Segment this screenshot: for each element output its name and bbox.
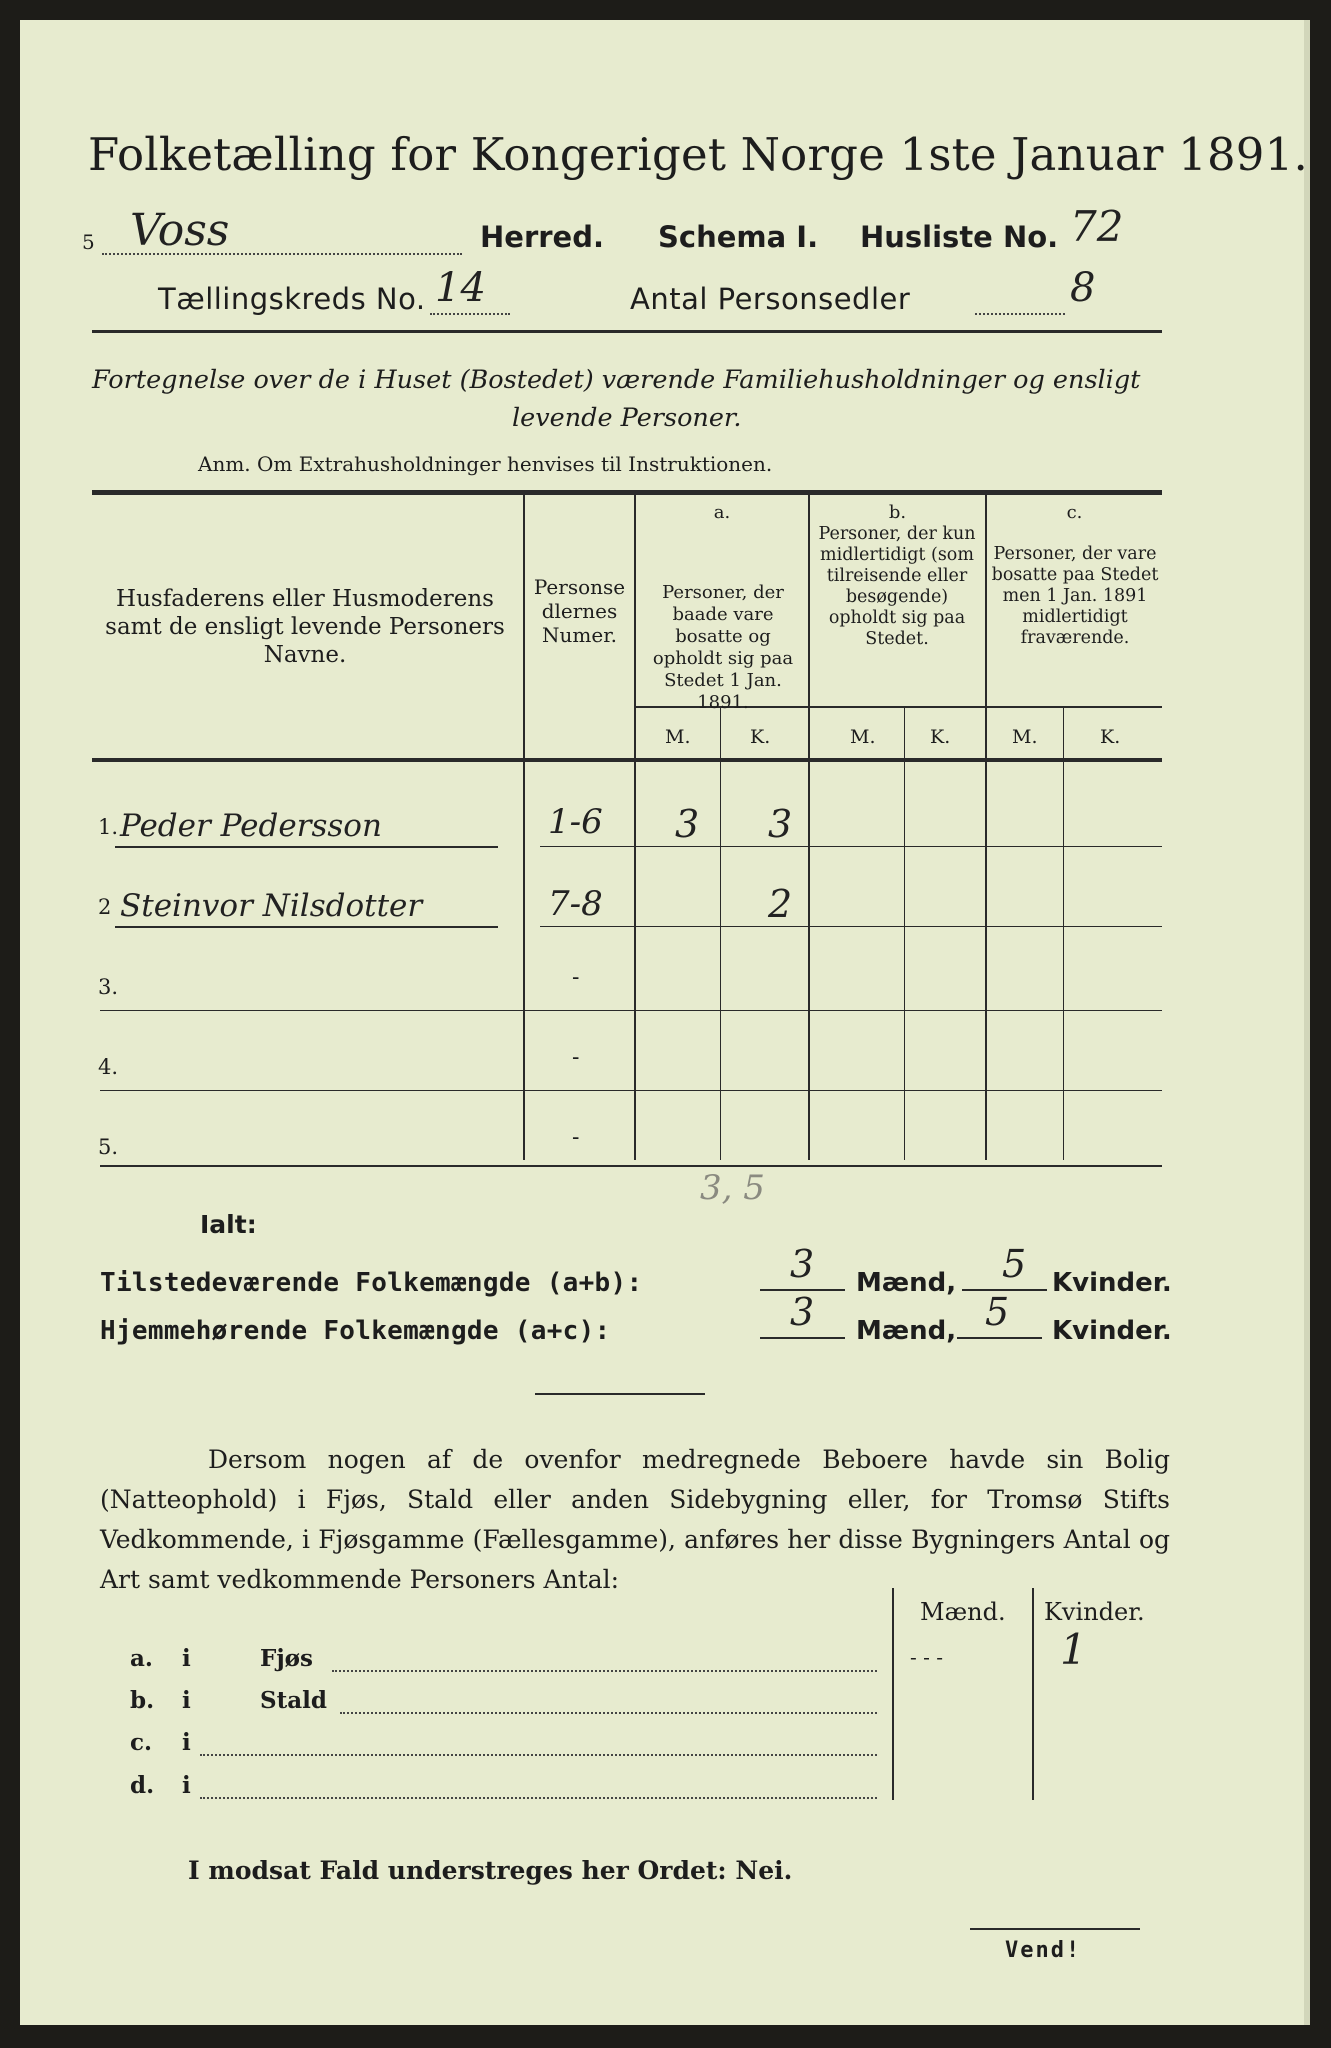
row-num: 1-6 xyxy=(548,802,603,842)
building-prep: i xyxy=(182,1729,191,1756)
row-number: 1. xyxy=(98,815,119,839)
col-divider-c-mk xyxy=(1063,708,1064,1160)
building-dotted-line xyxy=(340,1712,877,1714)
b-k-label: K. xyxy=(930,726,951,748)
row-a-k: 2 xyxy=(768,882,793,926)
hjemme-label: Hjemmehørende Folkemængde (a+c): xyxy=(100,1316,611,1346)
tilstede-label: Tilstedeværende Folkemængde (a+b): xyxy=(100,1268,643,1298)
buildings-col-maend: Mænd. xyxy=(920,1598,1006,1626)
hjemme-kvinder-word: Kvinder. xyxy=(1052,1316,1172,1346)
row-line xyxy=(100,1165,1162,1167)
building-letter: d. xyxy=(130,1772,155,1799)
hjemme-maend-word: Mænd, xyxy=(856,1316,957,1346)
table-header-bottom-rule xyxy=(92,758,1162,762)
husliste-value: 72 xyxy=(1070,202,1124,251)
section-separator xyxy=(535,1393,705,1395)
building-dotted-line xyxy=(200,1797,877,1799)
col-c-header: Personer, der vare bosatte paa Stedet men 1 Jan. 1891 midlertidigt fraværende. xyxy=(991,544,1159,648)
kreds-dotted-line xyxy=(430,313,510,315)
building-maend: - - - xyxy=(910,1645,943,1669)
row-num: - xyxy=(572,965,580,990)
personsedler-dotted-line xyxy=(975,313,1065,315)
col-c-letter: c. xyxy=(1066,502,1083,523)
row-a-k: 3 xyxy=(768,802,793,846)
col-divider-a-mk xyxy=(720,708,721,1160)
form-title: Folketælling for Kongeriget Norge 1ste Januar 1891. xyxy=(88,128,1308,181)
vend-label: Vend! xyxy=(1005,1938,1082,1963)
herred-prefix: 5 xyxy=(82,230,95,254)
kreds-value: 14 xyxy=(435,265,486,311)
herred-dotted-line xyxy=(102,253,462,255)
intro-line1: Fortegnelse over de i Huset (Bostedet) værende Familiehusholdninger og ensligt xyxy=(92,365,1141,395)
col-a-letter: a. xyxy=(713,502,731,523)
intro-line2: levende Personer. xyxy=(512,403,742,433)
col-a-header: Personer, der baade vare bosatte og opholdt sig paa Stedet 1 Jan. 1891. xyxy=(652,582,794,713)
hjemme-maend-value: 3 xyxy=(790,1290,815,1334)
tilstede-maend-word: Mænd, xyxy=(856,1268,957,1298)
b-m-label: M. xyxy=(850,726,876,748)
hjemme-kvinder-value: 5 xyxy=(985,1290,1010,1334)
building-label: Fjøs xyxy=(260,1645,313,1672)
building-label: Stald xyxy=(260,1687,327,1714)
building-prep: i xyxy=(182,1772,191,1799)
footer-note: I modsat Fald understreges her Ordet: Nei. xyxy=(188,1856,793,1885)
husliste-label: Husliste No. xyxy=(860,220,1059,254)
building-letter: c. xyxy=(130,1729,153,1756)
ialt-label: Ialt: xyxy=(200,1210,257,1239)
a-m-label: M. xyxy=(665,726,691,748)
row-line xyxy=(100,1010,1162,1011)
vend-rule xyxy=(970,1928,1140,1930)
row-name: Peder Pedersson xyxy=(120,808,382,844)
building-letter: b. xyxy=(130,1687,155,1714)
row-line xyxy=(115,926,498,928)
col-divider-num xyxy=(634,495,636,1160)
buildings-paragraph: Dersom nogen af de ovenfor medregnede Beboere havde sin Bolig (Natteophold) i Fjøs, Stald eller anden Sidebygning eller, for Tromsø Stifts Vedkommende, i Fjøsgamme (Fællesgamme), anføres her disse Bygningers Antal og Art samt vedkommende Personers Antal: xyxy=(100,1445,1170,1594)
tilstede-kvinder-word: Kvinder. xyxy=(1052,1268,1172,1298)
row-num: - xyxy=(572,1045,580,1070)
col-divider-a xyxy=(808,495,810,1160)
census-form-page xyxy=(20,20,1310,2025)
row-number: 3. xyxy=(98,975,119,999)
schema-label: Schema I. xyxy=(658,220,819,254)
row-number: 4. xyxy=(98,1055,119,1079)
c-k-label: K. xyxy=(1100,726,1121,748)
personsedler-value: 8 xyxy=(1070,265,1096,311)
buildings-divider-2 xyxy=(1032,1588,1034,1800)
row-number: 5. xyxy=(98,1135,119,1159)
col-num-header: Personsedlernes Numer. xyxy=(533,575,626,647)
col-b-header: Personer, der kun midlertidigt (som tilreisende eller besøgende) opholdt sig paa Stedet. xyxy=(818,524,976,649)
col-divider-name xyxy=(523,495,525,1160)
col-divider-b xyxy=(985,495,987,1160)
building-dotted-line xyxy=(200,1754,877,1756)
row-a-m: 3 xyxy=(675,802,700,846)
row-line xyxy=(115,846,498,848)
c-m-label: M. xyxy=(1012,726,1038,748)
row-line xyxy=(540,926,1162,927)
tilstede-maend-value: 3 xyxy=(790,1242,815,1286)
table-top-rule xyxy=(92,490,1162,495)
row-line xyxy=(100,1090,1162,1091)
row-num: 7-8 xyxy=(548,884,603,924)
col-b-letter: b. xyxy=(888,502,907,523)
herred-label: Herred. xyxy=(480,220,604,254)
col-divider-b-mk xyxy=(904,708,905,1160)
row-num: - xyxy=(572,1125,580,1150)
buildings-divider-1 xyxy=(892,1588,894,1800)
herred-value: Voss xyxy=(130,205,230,256)
col-name-header: Husfaderens eller Husmoderens samt de ensligt levende Personers Navne. xyxy=(105,586,505,668)
kreds-label: Tællingskreds No. xyxy=(158,282,426,316)
header-rule xyxy=(92,330,1162,333)
hjemme-kvinder-line xyxy=(957,1337,1042,1339)
a-k-label: K. xyxy=(750,726,771,748)
row-number: 2 xyxy=(98,895,112,919)
building-prep: i xyxy=(182,1687,191,1714)
personsedler-label: Antal Personsedler xyxy=(630,282,911,316)
row-name: Steinvor Nilsdotter xyxy=(120,888,423,924)
ialt-note: 3, 5 xyxy=(700,1168,765,1208)
building-letter: a. xyxy=(130,1645,153,1672)
building-kvinder: 1 xyxy=(1060,1625,1087,1674)
row-line xyxy=(540,846,1162,847)
tilstede-kvinder-value: 5 xyxy=(1002,1242,1027,1286)
building-dotted-line xyxy=(332,1670,877,1672)
buildings-col-kvinder: Kvinder. xyxy=(1044,1598,1145,1626)
building-prep: i xyxy=(182,1645,191,1672)
hjemme-maend-line xyxy=(760,1337,845,1339)
anm-note: Anm. Om Extrahusholdninger henvises til Instruktionen. xyxy=(198,452,773,476)
